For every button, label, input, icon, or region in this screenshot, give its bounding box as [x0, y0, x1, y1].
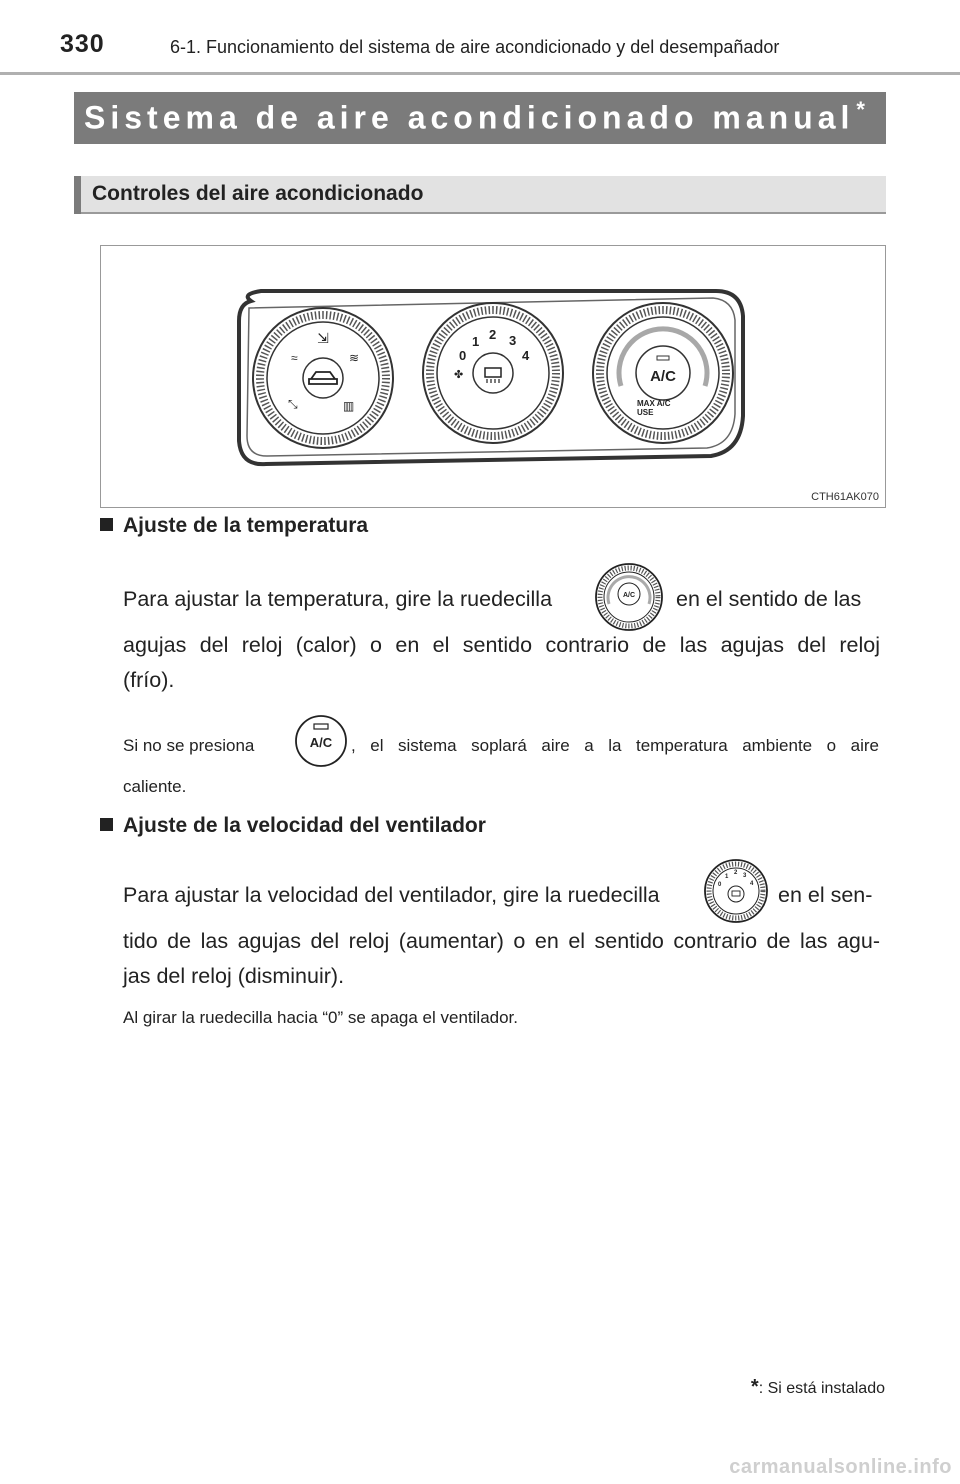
fan-speed-2: 2 — [489, 327, 497, 342]
svg-text:≋: ≋ — [349, 351, 360, 365]
svg-text:A/C: A/C — [309, 735, 333, 750]
temperature-heading-text: Ajuste de la temperatura — [123, 514, 369, 537]
ac-button-icon — [294, 714, 348, 768]
footnote-text: : Si está instalado — [758, 1380, 885, 1397]
mode-dial — [253, 308, 393, 448]
fan-text-line1b: en el sen- — [778, 883, 873, 907]
ac-button-label: A/C — [650, 368, 676, 385]
fan-speed-heading — [100, 814, 486, 838]
title-asterisk: * — [856, 97, 865, 122]
figure-code: CTH61AK070 — [811, 491, 879, 503]
ac-note-line2: caliente. — [123, 777, 187, 796]
fan-dial-icon — [703, 858, 769, 924]
fan-speed-4: 4 — [522, 348, 530, 363]
page-number: 330 — [60, 30, 105, 58]
header-rule — [0, 72, 960, 75]
fan-text-line1a: Para ajustar la velocidad del ventilador, gire la ruedecilla — [123, 883, 660, 907]
running-header: 6-1. Funcionamiento del sistema de aire acondicionado y del desempañador — [170, 37, 780, 57]
fan-speed-heading-text: Ajuste de la velocidad del ventilador — [123, 814, 486, 837]
temperature-text-line1b: en el sentido de las — [676, 587, 862, 611]
watermark: carmanualsonline.info — [729, 1456, 952, 1478]
svg-text:1: 1 — [725, 874, 729, 880]
section-subtitle: Controles del aire acondicionado — [92, 182, 424, 205]
svg-text:0: 0 — [718, 882, 722, 888]
ac-note-line1a: Si no se presiona — [123, 736, 255, 755]
svg-text:4: 4 — [750, 881, 754, 887]
temperature-text-line3: (frío). — [123, 668, 175, 692]
use-label: USE — [637, 408, 654, 417]
fan-text-line2: tido de las agujas del reloj (aumentar) o en el sentido contrario de las agu- — [123, 929, 880, 953]
fan-speed-3: 3 — [509, 333, 517, 348]
svg-text:⤡: ⤡ — [288, 397, 298, 411]
ac-note-line1b: , el sistema soplará aire a la temperatura ambiente o aire — [351, 736, 879, 755]
svg-text:A/C: A/C — [622, 592, 636, 599]
temperature-heading — [100, 514, 368, 538]
temperature-dial-icon — [594, 562, 664, 632]
svg-text:▥: ▥ — [343, 399, 355, 413]
fan-note: Al girar la ruedecilla hacia “0” se apaga el ventilador. — [123, 1008, 519, 1027]
svg-text:3: 3 — [743, 873, 747, 879]
svg-text:⇲: ⇲ — [317, 330, 329, 346]
control-panel-figure — [100, 245, 886, 508]
fan-text-line3: jas del reloj (disminuir). — [123, 964, 345, 988]
control-panel-illustration — [101, 246, 885, 507]
svg-text:2: 2 — [734, 870, 738, 876]
page-title-text: Sistema de aire acondicionado manual — [84, 99, 855, 136]
fan-speed-1: 1 — [472, 334, 480, 349]
max-ac-label: MAX A/C — [637, 399, 671, 408]
subtitle-accent — [74, 176, 81, 214]
page-title — [84, 97, 865, 137]
heading-bullet — [100, 518, 113, 531]
heading-bullet — [100, 818, 113, 831]
temperature-text-line2: agujas del reloj (calor) o en el sentido contrario de las agujas del reloj — [123, 633, 880, 657]
fan-speed-0: 0 — [459, 348, 467, 363]
svg-text:≈: ≈ — [291, 351, 298, 365]
footnote-asterisk: * — [750, 1376, 759, 1398]
svg-text:✤: ✤ — [454, 369, 464, 381]
temperature-dial — [593, 303, 733, 443]
footnote — [751, 1376, 885, 1399]
temperature-text-line1a: Para ajustar la temperatura, gire la ruedecilla — [123, 587, 553, 611]
fan-dial — [423, 303, 563, 443]
